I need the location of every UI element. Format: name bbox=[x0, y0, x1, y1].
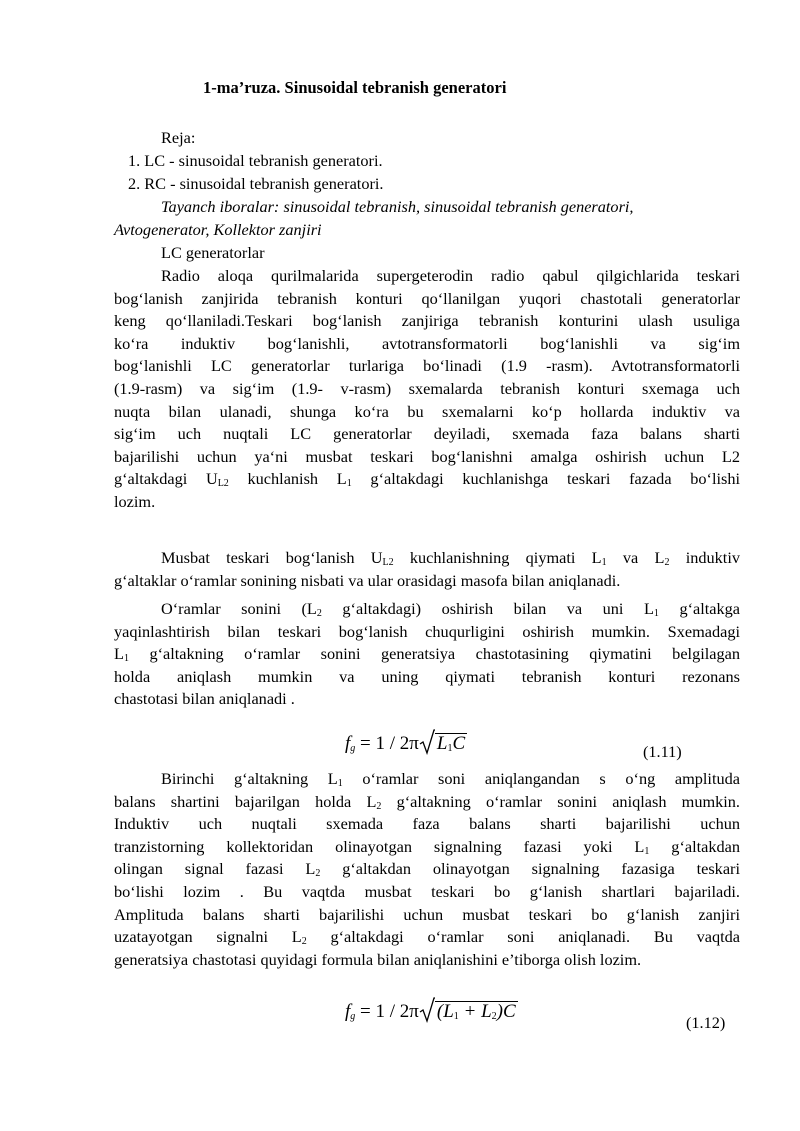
text-run: va L bbox=[606, 548, 665, 567]
keywords-line bbox=[161, 196, 740, 218]
text-run: g‘altakning o‘ramlar sonini generatsiya chastotasining qiymatini belgilagan bbox=[128, 644, 740, 663]
p1-line: nuqta bilan ulanadi, shunga ko‘ra bu sxemalarni ko‘p hollarda induktiv va bbox=[114, 402, 740, 421]
p1-line: ko‘ra induktiv bog‘lanishli, avtotransformatorli bog‘lanishli va sig‘im bbox=[114, 334, 740, 353]
subscript: 1 bbox=[653, 608, 659, 619]
subscript: 1 bbox=[123, 653, 129, 664]
plan-heading: Reja: bbox=[161, 128, 196, 147]
text-run: olingan signal fazasi L bbox=[114, 859, 316, 878]
subscript: 1 bbox=[601, 557, 607, 568]
p1-line: sig‘im uch nuqtali LC generatorlar deyiladi, sxemada faza balans sharti bbox=[114, 424, 740, 443]
sqrt-sign bbox=[419, 997, 518, 1023]
text-run: induktiv bbox=[669, 548, 740, 567]
subscript: 2 bbox=[664, 557, 670, 568]
text-run: g‘altakdagi U bbox=[114, 469, 218, 488]
formula-lhs: f bbox=[345, 733, 351, 754]
equation-number-1: (1.11) bbox=[643, 742, 682, 761]
text-run: g‘altakdan olinayotgan signalning fazasiga teskari bbox=[320, 859, 740, 878]
text-run: g‘altakdagi) oshirish bilan va uni L bbox=[321, 599, 654, 618]
subscript: 2 bbox=[315, 868, 321, 879]
text-run: uzatayotgan signalni L bbox=[114, 927, 302, 946]
section-heading: LC generatorlar bbox=[161, 243, 265, 262]
text-run: g‘altakga bbox=[658, 599, 741, 618]
radicand-sub: 1 bbox=[447, 743, 453, 754]
lecture-title: 1-ma’ruza. Sinusoidal tebranish generatori bbox=[203, 78, 507, 97]
p4-line bbox=[114, 858, 740, 880]
formula-rhs: = 1 / 2π bbox=[355, 733, 419, 754]
equation-number-2: (1.12) bbox=[686, 1013, 726, 1032]
radical-icon bbox=[419, 729, 435, 755]
p1-line: bog‘lanishli LC generatorlar turlariga bo‘linadi (1.9 -rasm). Avtotransformatorli bbox=[114, 356, 740, 375]
p4-line bbox=[114, 836, 740, 858]
text-run: g‘altakning o‘ramlar sonini aniqlash mumkin. bbox=[381, 792, 740, 811]
keywords-text: sinusoidal tebranish, sinusoidal tebranish generatori, bbox=[283, 197, 634, 216]
text-run: o‘ramlar soni aniqlangandan s o‘ng amplituda bbox=[342, 769, 740, 788]
radicand-part: (L bbox=[436, 1001, 454, 1022]
formula-lhs-sub: g bbox=[350, 1011, 356, 1022]
p2-line: g‘altaklar o‘ramlar sonining nisbati va ular orasidagi masofa bilan aniqlanadi. bbox=[114, 571, 621, 590]
p3-line bbox=[114, 643, 740, 665]
subscript: 1 bbox=[337, 778, 343, 789]
p3-line bbox=[161, 598, 740, 620]
text-run: O‘ramlar sonini (L bbox=[161, 599, 317, 618]
formula-rhs: = 1 / 2π bbox=[355, 1001, 419, 1022]
formula-1-11 bbox=[345, 729, 467, 755]
subscript: 2 bbox=[376, 801, 382, 812]
radicand-sub: 1 bbox=[453, 1011, 459, 1022]
plan-item: 2. RC - sinusoidal tebranish generatori. bbox=[128, 174, 384, 193]
p4-line bbox=[114, 791, 740, 813]
p4-line: Amplituda balans sharti bajarilishi uchun musbat teskari bo g‘lanish zanjiri bbox=[114, 905, 740, 924]
subscript: L2 bbox=[217, 478, 229, 489]
sqrt-sign bbox=[419, 729, 467, 755]
text-run: Birinchi g‘altakning L bbox=[161, 769, 338, 788]
p4-line: generatsiya chastotasi quyidagi formula bilan aniqlanishini e’tiborga olish lozim. bbox=[114, 950, 642, 969]
plan-item: 1. LC - sinusoidal tebranish generatori. bbox=[128, 151, 383, 170]
p1-line: (1.9-rasm) va sig‘im (1.9- v-rasm) sxemalarda tebranish konturi sxemaga uch bbox=[114, 379, 740, 398]
text-run: tranzistorning kollektoridan olinayotgan signalning fazasi yoki L bbox=[114, 837, 645, 856]
radicand-sub: 2 bbox=[491, 1011, 497, 1022]
keywords-line-2: Avtogenerator, Kollektor zanjiri bbox=[114, 220, 322, 239]
subscript: 2 bbox=[301, 936, 307, 947]
text-run: Musbat teskari bog‘lanish U bbox=[161, 548, 383, 567]
p1-line: Radio aloqa qurilmalarida supergeterodin radio qabul qilgichlarida teskari bbox=[161, 266, 740, 285]
p4-line bbox=[114, 926, 740, 948]
p4-line: bo‘lishi lozim . Bu vaqtda musbat teskari bo g‘lanish shartlari bajariladi. bbox=[114, 882, 740, 901]
text-run: balans shartini bajarilgan holda L bbox=[114, 792, 377, 811]
formula-1-12 bbox=[345, 997, 518, 1023]
p4-line: Induktiv uch nuqtali sxemada faza balans sharti bajarilishi uchun bbox=[114, 814, 740, 833]
text-run: kuchlanish L bbox=[228, 469, 347, 488]
subscript: 2 bbox=[316, 608, 322, 619]
formula-lhs-sub: g bbox=[350, 743, 356, 754]
text-run: g‘altakdagi o‘ramlar soni aniqlanadi. Bu vaqtda bbox=[306, 927, 741, 946]
p1-line: bajarilishi uchun ya‘ni musbat teskari bog‘lanishni amalga oshirish uchun L2 bbox=[114, 447, 740, 466]
text-run: g‘altakdan bbox=[649, 837, 741, 856]
p3-line: chastotasi bilan aniqlanadi . bbox=[114, 689, 295, 708]
subscript: 1 bbox=[644, 846, 650, 857]
keywords-label: Tayanch iboralar: bbox=[161, 197, 280, 216]
p3-line: holda aniqlash mumkin va uning qiymati tebranish konturi rezonans bbox=[114, 667, 740, 686]
radical-icon bbox=[419, 997, 435, 1023]
subscript: L2 bbox=[382, 557, 394, 568]
p2-line bbox=[161, 547, 740, 569]
p1-line: bog‘lanish zanjirida tebranish konturi qo‘llanilgan yuqori chastotali generatorlar bbox=[114, 289, 740, 308]
p1-line: keng qo‘llaniladi.Teskari bog‘lanish zanjiriga tebranish konturini ulash usuliga bbox=[114, 311, 740, 330]
radicand-part: + L bbox=[458, 1001, 492, 1022]
text-run: kuchlanishning qiymati L bbox=[393, 548, 602, 567]
text-run: L bbox=[114, 644, 124, 663]
formula-lhs: f bbox=[345, 1001, 351, 1022]
subscript: 1 bbox=[346, 478, 352, 489]
radicand-part: )C bbox=[496, 1001, 516, 1022]
p4-line bbox=[161, 768, 740, 790]
radicand-part: C bbox=[452, 733, 466, 754]
p1-line bbox=[114, 468, 740, 490]
text-run: g‘altakdagi kuchlanishga teskari fazada bo‘lishi bbox=[351, 469, 741, 488]
p3-line: yaqinlashtirish bilan teskari bog‘lanish chuqurligini oshirish mumkin. Sxemadagi bbox=[114, 622, 740, 641]
p1-line: lozim. bbox=[114, 492, 156, 511]
radicand-part: L bbox=[436, 733, 448, 754]
